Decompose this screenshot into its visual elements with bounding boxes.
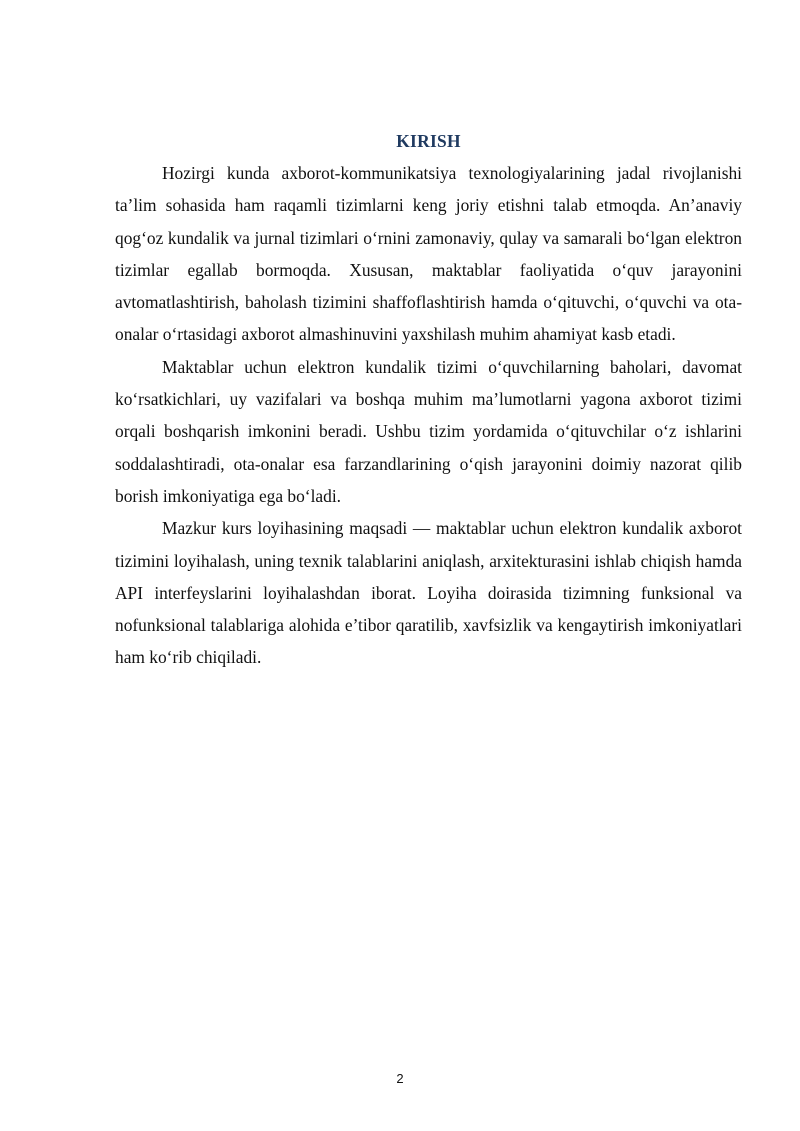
paragraph-project-goal: Mazkur kurs loyihasining maqsadi — maktablar uchun elektron kundalik axborot tizimini loyihalash, uning texnik talablarini aniqlash, arxitekturasini ishlab chiqish hamda API interfeyslarini loyihalashdan iborat. Loyiha doirasida tizimning funksional va nofunksional talablariga alohida e’tibor qaratilib, xavfsizlik va kengaytirish imkoniyatlari ham ko‘rib chiqiladi. [115, 518, 742, 668]
paragraph-intro: Hozirgi kunda axborot-kommunikatsiya texnologiyalarining jadal rivojlanishi ta’lim sohasida ham raqamli tizimlarni keng joriy etishni talab etmoqda. An’anaviy qog‘oz kundalik va jurnal tizimlari o‘rnini zamonaviy, qulay va samarali bo‘lgan elektron tizimlar egallab bormoqda. Xususan, maktablar faoliyatida o‘quv jarayonini avtomatlashtirish, baholash tizimini shaffoflashtirish hamda o‘qituvchi, o‘quvchi va ota-onalar o‘rtasidagi axborot almashinuvini yaxshilash muhim ahamiyat kasb etadi. [115, 163, 742, 345]
page-number: 2 [396, 1071, 404, 1086]
page-body [115, 127, 742, 674]
paragraph-system-description: Maktablar uchun elektron kundalik tizimi o‘quvchilarning baholari, davomat ko‘rsatkichlari, uy vazifalari va boshqa muhim ma’lumotlarni yagona axborot tizimi orqali boshqarish imkonini beradi. Ushbu tizim yordamida o‘qituvchilar o‘z ishlarini soddalashtiradi, ota-onalar esa farzandlarining o‘qish jarayonini doimiy nazorat qilib borish imkoniyatiga ega bo‘ladi. [115, 356, 742, 506]
section-heading: KIRISH [396, 131, 461, 151]
